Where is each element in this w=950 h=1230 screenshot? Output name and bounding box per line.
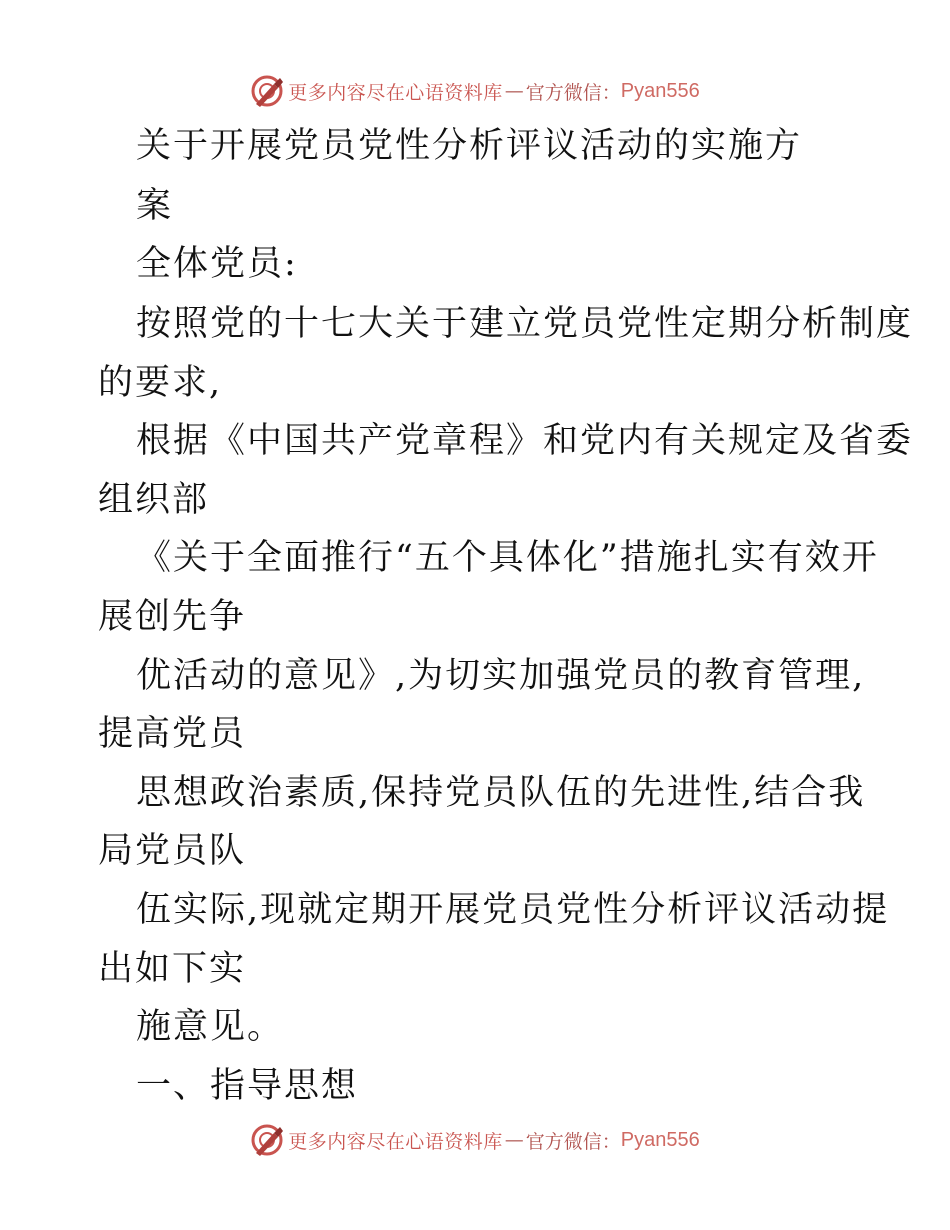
paragraph-line: 组织部 bbox=[98, 480, 210, 520]
watermark-site-text: 更多内容尽在心语资料库 bbox=[288, 81, 503, 104]
paragraph-line: 局党员队 bbox=[98, 831, 247, 871]
document-title-line-2: 案 bbox=[136, 186, 174, 226]
footer-watermark bbox=[0, 1120, 950, 1160]
watermark-separator: — bbox=[504, 1129, 524, 1151]
watermark-wechat-id: Pyan556 bbox=[620, 79, 700, 102]
paragraph-line: 施意见。 bbox=[136, 1007, 285, 1047]
pen-logo-icon bbox=[250, 1123, 284, 1157]
paragraph-line: 优活动的意见》,为切实加强党员的教育管理, bbox=[136, 656, 866, 696]
paragraph-line: 伍实际,现就定期开展党员党性分析评议活动提 bbox=[136, 890, 890, 930]
document-title-line-1: 关于开展党员党性分析评议活动的实施方 bbox=[136, 126, 803, 166]
watermark-separator: — bbox=[504, 80, 524, 102]
watermark-wechat-label: 官方微信： bbox=[525, 1130, 621, 1153]
salutation: 全体党员: bbox=[136, 244, 298, 284]
paragraph-line: 出如下实 bbox=[98, 949, 247, 989]
paragraph-line: 的要求, bbox=[98, 363, 223, 403]
paragraph-line: 按照党的十七大关于建立党员党性定期分析制度 bbox=[136, 304, 914, 344]
watermark-wechat-label: 官方微信： bbox=[525, 81, 621, 104]
watermark-site-text: 更多内容尽在心语资料库 bbox=[288, 1130, 503, 1153]
paragraph-line: 思想政治素质,保持党员队伍的先进性,结合我 bbox=[136, 773, 866, 813]
paragraph-line: 展创先争 bbox=[98, 597, 247, 637]
paragraph-line: 《关于全面推行“五个具体化”措施扎实有效开 bbox=[136, 538, 879, 578]
section-heading: 一、指导思想 bbox=[136, 1066, 359, 1106]
watermark-wechat-id: Pyan556 bbox=[620, 1128, 700, 1151]
paragraph-line: 根据《中国共产党章程》和党内有关规定及省委 bbox=[136, 421, 914, 461]
header-watermark bbox=[0, 71, 950, 111]
paragraph-line: 提高党员 bbox=[98, 714, 247, 754]
pen-logo-icon bbox=[250, 74, 284, 108]
